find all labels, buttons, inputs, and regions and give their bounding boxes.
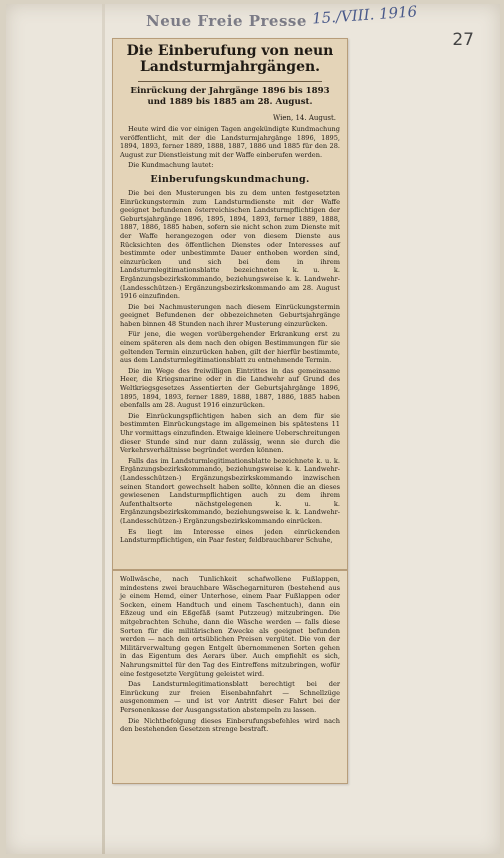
newspaper-source: Neue Freie Presse: [146, 12, 307, 30]
title-rule: [138, 81, 322, 82]
body-paragraph: Für jene, die wegen vorübergehender Erkrankung erst zu einem späteren als dem nach den obigen Bestimmungen für sie geltenden Termin einzurücken haben, gilt der hierfür bestimmte, aus dem Landsturmlegitimationsblatt zu entnehmende Termin.: [120, 330, 340, 365]
section-title: Einberufungskundmachung.: [150, 173, 310, 185]
newspaper-clipping-continuation: [112, 570, 348, 784]
body-paragraph: Falls das im Landsturmlegitimationsblatte bezeichnete k. u. k. Ergänzungsbezirkskommando, beziehungsweise k. k. Landwehr- (Landesschützen-) Ergänzungsbezirkskommando inzwischen seinen Standort gewechselt haben sollte, können die an dieses gewiesenen Landsturmpflichtigen auch zu dem ihrem Aufenthaltsorte nächstgelegenen k. u. k. Ergänzungsbezirkskommando, beziehungsweise k. k. Landwehr- (Landesschützen-) Ergänzungsbezirkskommando einrücken.: [120, 456, 340, 525]
intro-paragraph: Heute wird die vor einigen Tagen angekündigte Kundmachung veröffentlicht, mit der die Landsturmjahrgänge 1896, 1895, 1894, 1893, ferner 1889, 1888, 1887, 1886 und 1885 für den 28. August zur Dienstleistung mit der Waffe einberufen werden.: [120, 125, 340, 159]
article-title: Die Einberufung von neun Landsturmjahrgängen.: [126, 43, 334, 75]
body-paragraph: Die bei Nachmusterungen nach diesem Einrückungstermin geeignet Befundenen der obbezeichneten Geburtsjahrgänge haben binnen 48 Stunden nach ihrer Musterung einzurücken.: [120, 302, 340, 328]
article-subtitle: Einrückung der Jahrgänge 1896 bis 1893 und 1889 bis 1885 am 28. August.: [130, 86, 330, 107]
body-paragraph: Es liegt im Interesse eines jeden einrückenden Landsturmpflichtigen, ein Paar fester, feldbrauchbarer Schuhe,: [120, 527, 340, 545]
continuation-paragraph: Das Landsturmlegitimationsblatt berechtigt bei der Einrückung zur freien Eisenbahnfahrt — Schnellzüge ausgenommen — und ist vor Antritt dieser Fahrt bei der Personenkasse der Ausgangsstation abstempeln zu lassen.: [120, 680, 340, 714]
body-paragraph: Die Einrückungspflichtigen haben sich an dem für sie bestimmten Einrückungstage im allgemeinen bis spätestens 11 Uhr vormittags einzufinden. Etwaige kleinere Ueberschreitungen dieser Stunde sind nur dann zulässig, wenn sie durch die Verkehrsverhältnisse begründet werden können.: [120, 411, 340, 455]
intro-paragraph: Die Kundmachung lautet:: [128, 161, 214, 170]
body-paragraph: Die bei den Musterungen bis zu dem unten festgesetzten Einrückungstermin zum Landsturmdienste mit der Waffe geeignet befundenen österreichischen Landsturmpflichtigen der Geburtsjahrgänge 1896, 1895, 1894, 1893, ferner 1889, 1888, 1887, 1886, 1885 haben, sofern sie nicht schon zum Dienste mit der Waffe herangezogen oder von diesem Dienste aus Rücksichten des öffentlichen Dienstes oder Interesses auf bestimmte oder unbestimmte Dauer enthoben worden sind, einzurücken und sich bei dem in ihrem Landsturmlegitimationsblatte bezeichneten k. u. k. Ergänzungsbezirkskommando, beziehungsweise k. k. Landwehr- (Landesschützen-) Ergänzungsbezirkskommando am 28. August 1916 einzufinden.: [120, 188, 340, 301]
continuation-paragraph: Wollwäsche, nach Tunlichkeit schafwollene Fußlappen, mindestens zwei brauchbare Wäschegarnituren (bestehend aus je einem Hemd, einer Unterhose, einem Paar Fußlappen oder Socken, einem Handtuch und einem Taschentuch), dann ein Eßzeug und ein Eßgefäß (samt Putzzeug) mitzubringen. Die mitgebrachten Schuhe, dann die Wäsche werden — falls diese Sorten für die militärischen Zwecke als geeignet befunden werden — nach den ortsüblichen Preisen vergütet. Die von der Militärverwaltung gegen Entgelt übernommenen Sorten gehen in das Eigentum des Aerars über. Auch empfiehlt es sich, Nahrungsmittel für den Tag des Eintreffens mitzubringen, wofür eine festgesetzte Vergütung geleistet wird.: [120, 575, 340, 678]
newspaper-clipping-main: [112, 38, 348, 570]
body-paragraph: Die im Wege des freiwilligen Eintrittes in das gemeinsame Heer, die Kriegsmarine oder in die Landwehr auf Grund des Weltkriegsgesetzes Assentierten der Geburtsjahrgänge 1896, 1895, 1894, 1893, ferner 1889, 1888, 1887, 1886, 1885 haben ebenfalls am 28. August 1916 einzurücken.: [120, 366, 340, 410]
sheet-fold-line: [102, 4, 105, 854]
continuation-paragraph: Die Nichtbefolgung dieses Einberufungsbefehles wird nach den bestehenden Gesetzen strenge bestraft.: [120, 716, 340, 734]
article-dateline: Wien, 14. August.: [273, 114, 336, 122]
archive-page: [6, 4, 500, 854]
page-number: 27: [452, 30, 474, 50]
handwritten-date: 15./VIII. 1916: [311, 2, 418, 28]
